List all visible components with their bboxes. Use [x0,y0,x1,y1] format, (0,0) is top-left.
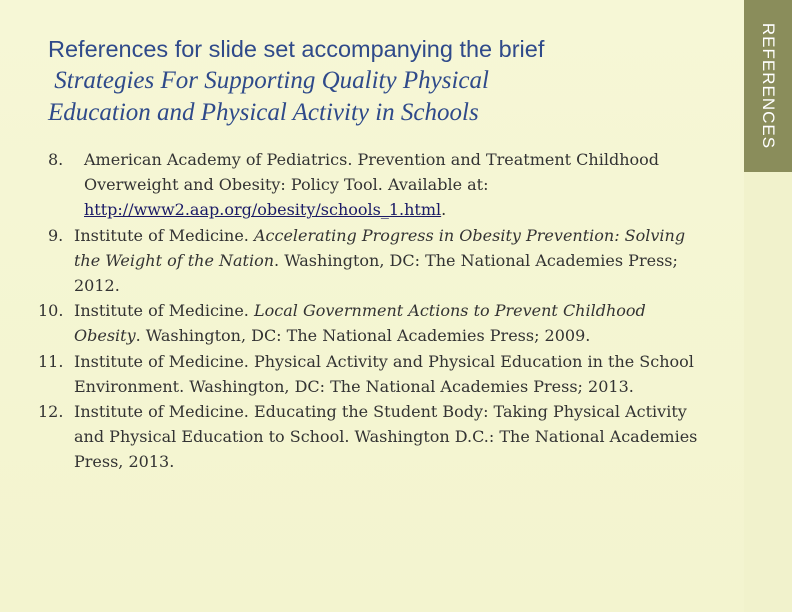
slide-title [48,34,688,129]
reference-item [48,147,708,223]
reference-text-end: . Washington, DC: The National Academies Press; 2012. [74,250,678,296]
reference-link[interactable]: http://www2.aap.org/obesity/schools_1.html [84,200,442,220]
reference-text: Institute of Medicine. Educating the Student Body: Taking Physical Activity and Physical Education to School. Washington D.C.: The National Academies Press, 2013. [74,402,698,472]
reference-text: Institute of Medicine. [74,301,254,321]
sidebar-band [744,0,792,172]
sidebar [744,0,792,612]
reference-number: 9. [48,225,64,245]
reference-item [38,298,708,348]
reference-text: Institute of Medicine. Physical Activity and Physical Education in the School Environment. Washington, DC: The National Academies Press; 2013. [74,351,694,396]
reference-text: Institute of Medicine. [74,225,254,245]
reference-number: 10. [38,301,64,321]
title-subtitle-line2: Education and Physical Activity in Schools [48,99,479,126]
reference-text: American Academy of Pediatrics. Prevention and Treatment Childhood Overweight and Obesity: Policy Tool. Available at: [84,150,659,195]
reference-number: 8. [48,150,64,169]
reference-title: Accelerating Progress in Obesity Prevention: Solving the Weight of the Nation [74,225,686,270]
reference-number: 11. [38,351,64,371]
reference-number: 12. [38,402,64,422]
reference-item [48,223,708,299]
reference-text-end: . Washington, DC: The National Academies Press; 2009. [135,326,591,346]
reference-list [38,147,708,475]
reference-text-end: . [441,200,447,220]
reference-title: Local Government Actions to Prevent Childhood Obesity [74,301,646,346]
sidebar-label: REFERENCES [759,22,778,150]
reference-item [38,399,708,475]
reference-item [38,349,708,399]
title-main: References for slide set accompanying the brief [48,36,545,62]
title-subtitle-line1: Strategies For Supporting Quality Physical [54,67,489,94]
